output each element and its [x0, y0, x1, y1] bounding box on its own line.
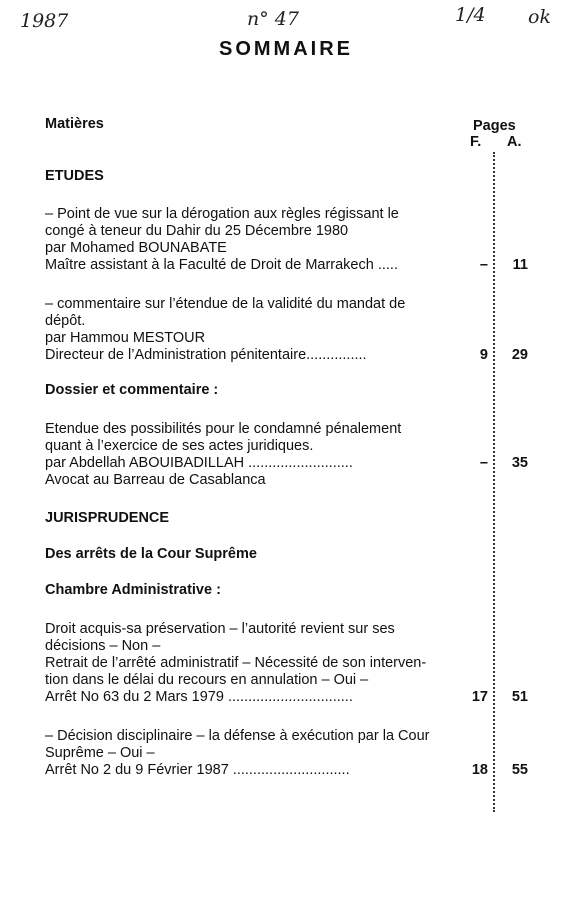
- entry-line: par Abdellah ABOUIBADILLAH ..........................: [45, 455, 353, 471]
- entry-line: – Point de vue sur la dérogation aux règles régissant le: [45, 206, 399, 222]
- entry-line: Avocat au Barreau de Casablanca: [45, 472, 266, 488]
- column-separator: [493, 152, 495, 812]
- entry-1-page-f: –: [479, 257, 488, 273]
- toc-entry-5: [45, 728, 485, 779]
- section-etudes: ETUDES: [45, 168, 104, 184]
- section-cour-supreme: Des arrêts de la Cour Suprême: [45, 546, 257, 562]
- entry-line: – Décision disciplinaire – la défense à exécution par la Cour: [45, 728, 430, 744]
- entry-line: Suprême – Oui –: [45, 745, 155, 761]
- header-matieres: Matières: [45, 116, 104, 132]
- handwritten-number: n° 47: [247, 8, 299, 30]
- entry-line: – commentaire sur l’étendue de la validité du mandat de: [45, 296, 406, 312]
- entry-5-page-f: 18: [471, 762, 488, 778]
- entry-3-page-f: –: [479, 455, 488, 471]
- handwritten-fraction: 1/4: [455, 4, 486, 26]
- entry-line: décisions – Non –: [45, 638, 161, 654]
- entry-line: Arrêt No 2 du 9 Février 1987 .............................: [45, 762, 350, 778]
- entry-2-page-a: 29: [511, 347, 528, 363]
- entry-line: Directeur de l’Administration pénitentaire...............: [45, 347, 367, 363]
- entry-line: Droit acquis-sa préservation – l’autorité revient sur ses: [45, 621, 395, 637]
- section-dossier: Dossier et commentaire :: [45, 382, 219, 398]
- entry-4-page-a: 51: [511, 689, 528, 705]
- handwritten-ok: ok: [528, 6, 551, 28]
- header-pages: Pages: [473, 118, 516, 134]
- entry-2-page-f: 9: [479, 347, 488, 363]
- entry-line: Arrêt No 63 du 2 Mars 1979 ...............................: [45, 689, 353, 705]
- toc-entry-4: [45, 621, 485, 706]
- section-jurisprudence: JURISPRUDENCE: [45, 510, 170, 526]
- entry-line: quant à l’exercice de ses actes juridiques.: [45, 438, 314, 454]
- entry-5-page-a: 55: [511, 762, 528, 778]
- entry-line: Maître assistant à la Faculté de Droit de Marrakech .....: [45, 257, 398, 273]
- entry-1-page-a: 11: [512, 257, 528, 273]
- handwritten-year: 1987: [20, 10, 69, 32]
- entry-line: dépôt.: [45, 313, 86, 329]
- toc-entry-2: [45, 296, 485, 364]
- entry-line: par Mohamed BOUNABATE: [45, 240, 227, 256]
- section-chambre: Chambre Administrative :: [45, 582, 221, 598]
- entry-3-page-a: 35: [511, 455, 528, 471]
- toc-entry-1: [45, 206, 485, 274]
- header-col-f: F.: [470, 134, 482, 150]
- entry-line: congé à teneur du Dahir du 25 Décembre 1980: [45, 223, 349, 239]
- entry-4-page-f: 17: [471, 689, 488, 705]
- entry-line: Retrait de l’arrêté administratif – Nécessité de son interven-: [45, 655, 427, 671]
- entry-line: Etendue des possibilités pour le condamné pénalement: [45, 421, 402, 437]
- entry-line: par Hammou MESTOUR: [45, 330, 206, 346]
- page-title: SOMMAIRE: [219, 38, 353, 60]
- header-col-a: A.: [507, 134, 522, 150]
- toc-entry-3: [45, 421, 485, 489]
- entry-line: tion dans le délai du recours en annulation – Oui –: [45, 672, 369, 688]
